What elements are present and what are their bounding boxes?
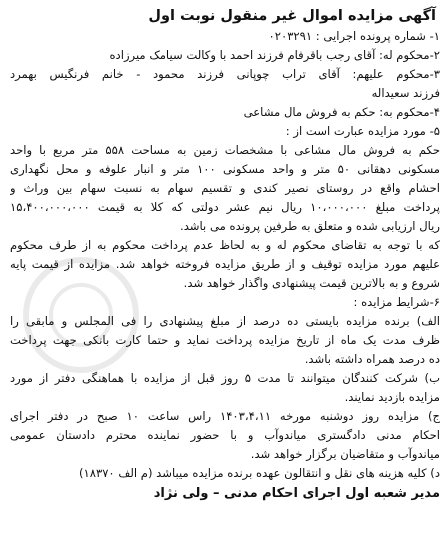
notice-line: د) کلیه هزینه های نقل و انتقالون عهده برنده مزایده میباشد (م الف ۱۸۳۷۰): [78, 466, 440, 480]
notice-line: علیهم مورد مزایده توقیف و از طریق مزایده فروخته خواهد شد. مزایده از قیمت پایه: [10, 257, 440, 271]
notice-line: ۴-محکوم به: حکم به فروش مال مشاعی: [243, 105, 440, 119]
notice-line: ۵- مورد مزایده عبارت است از :: [285, 124, 440, 138]
notice-line: ریال ارزیابی شده و متعلق به طرفین پرونده می باشد.: [180, 219, 440, 233]
notice-line: پرداخت مبلغ ۱۰،۰۰۰،۰۰۰ ریال نیم عشر دولتی که کلا به قیمت ۱۵،۴۰۰،۰۰۰،۰۰۰: [10, 200, 440, 214]
notice-line: مسکونی دهقانی ۵۰ متر و واحد مسکونی ۱۰۰ متر و انبار علوفه و محل نگهداری: [10, 162, 440, 176]
notice-line: ۶-شرایط مزایده :: [353, 295, 440, 309]
notice-line: ده درصد همراه داشته باشد.: [304, 352, 440, 366]
notice-body: [10, 27, 440, 483]
notice-line: ۲-محکوم له: آقای رجب باقرفام فرزند احمد با وکالت سیامک میرزاده: [109, 48, 440, 62]
notice-line: ۱- شماره پرونده اجرایی : ۰۲۰۳۲۹۱: [268, 29, 440, 43]
notice-signature: مدیر شعبه اول اجرای احکام مدنی – ولی نژاد: [153, 486, 440, 501]
notice-line: حکم به فروش مال مشاعی با مشخصات زمین به مساحت ۵۵۸ متر مربع با واحد: [10, 143, 440, 157]
notice-line: ب) شرکت کنندگان میتوانند تا مدت ۵ روز قبل از مزایده با هماهنگی دفتر از مورد: [10, 371, 440, 385]
notice-line: شروع و به بالاترین قیمت پیشنهادی واگذار خواهد شد.: [183, 276, 440, 290]
notice-line: ۳-محکوم علیهم: آقای تراب چوپانی فرزند محمود - خانم فرنگیس بهمرد: [10, 67, 440, 81]
notice-line: ج) مزایده روز دوشنبه مورخه ۱۴۰۳،۴،۱۱ راس ساعت ۱۰ صبح در دفتر اجرای: [10, 409, 440, 423]
notice-line: فرزند سعیداله: [371, 86, 440, 100]
notice-title: آگهی مزایده اموال غیر منقول نوبت اول: [148, 8, 436, 24]
notice-line: میاندوآب و متقاضیان برگزار خواهد شد.: [250, 447, 440, 461]
notice-line: ظرف مدت یک ماه از تاریخ مزایده پرداخت نماید و حتما کارت بانکی جهت پرداخت: [10, 333, 440, 347]
notice-line: مزایده بازدید نمایند.: [344, 390, 440, 404]
notice-line: که با توجه به تقاضای محکوم له و به لحاظ عدم پرداخت محکوم به از طرف محکوم: [10, 238, 440, 252]
notice-line: الف) برنده مزایده بایستی ده درصد از مبلغ پیشنهادی را فی المجلس و مابقی را: [10, 314, 440, 328]
notice-line: احشام واقع در روستای نصیر کندی و تقسیم سهام به نسبت سهام بین وراث و: [10, 181, 440, 195]
notice-line: احکام مدنی دادگستری میاندوآب و با حضور نماینده محترم دادستان عمومی: [10, 428, 440, 442]
